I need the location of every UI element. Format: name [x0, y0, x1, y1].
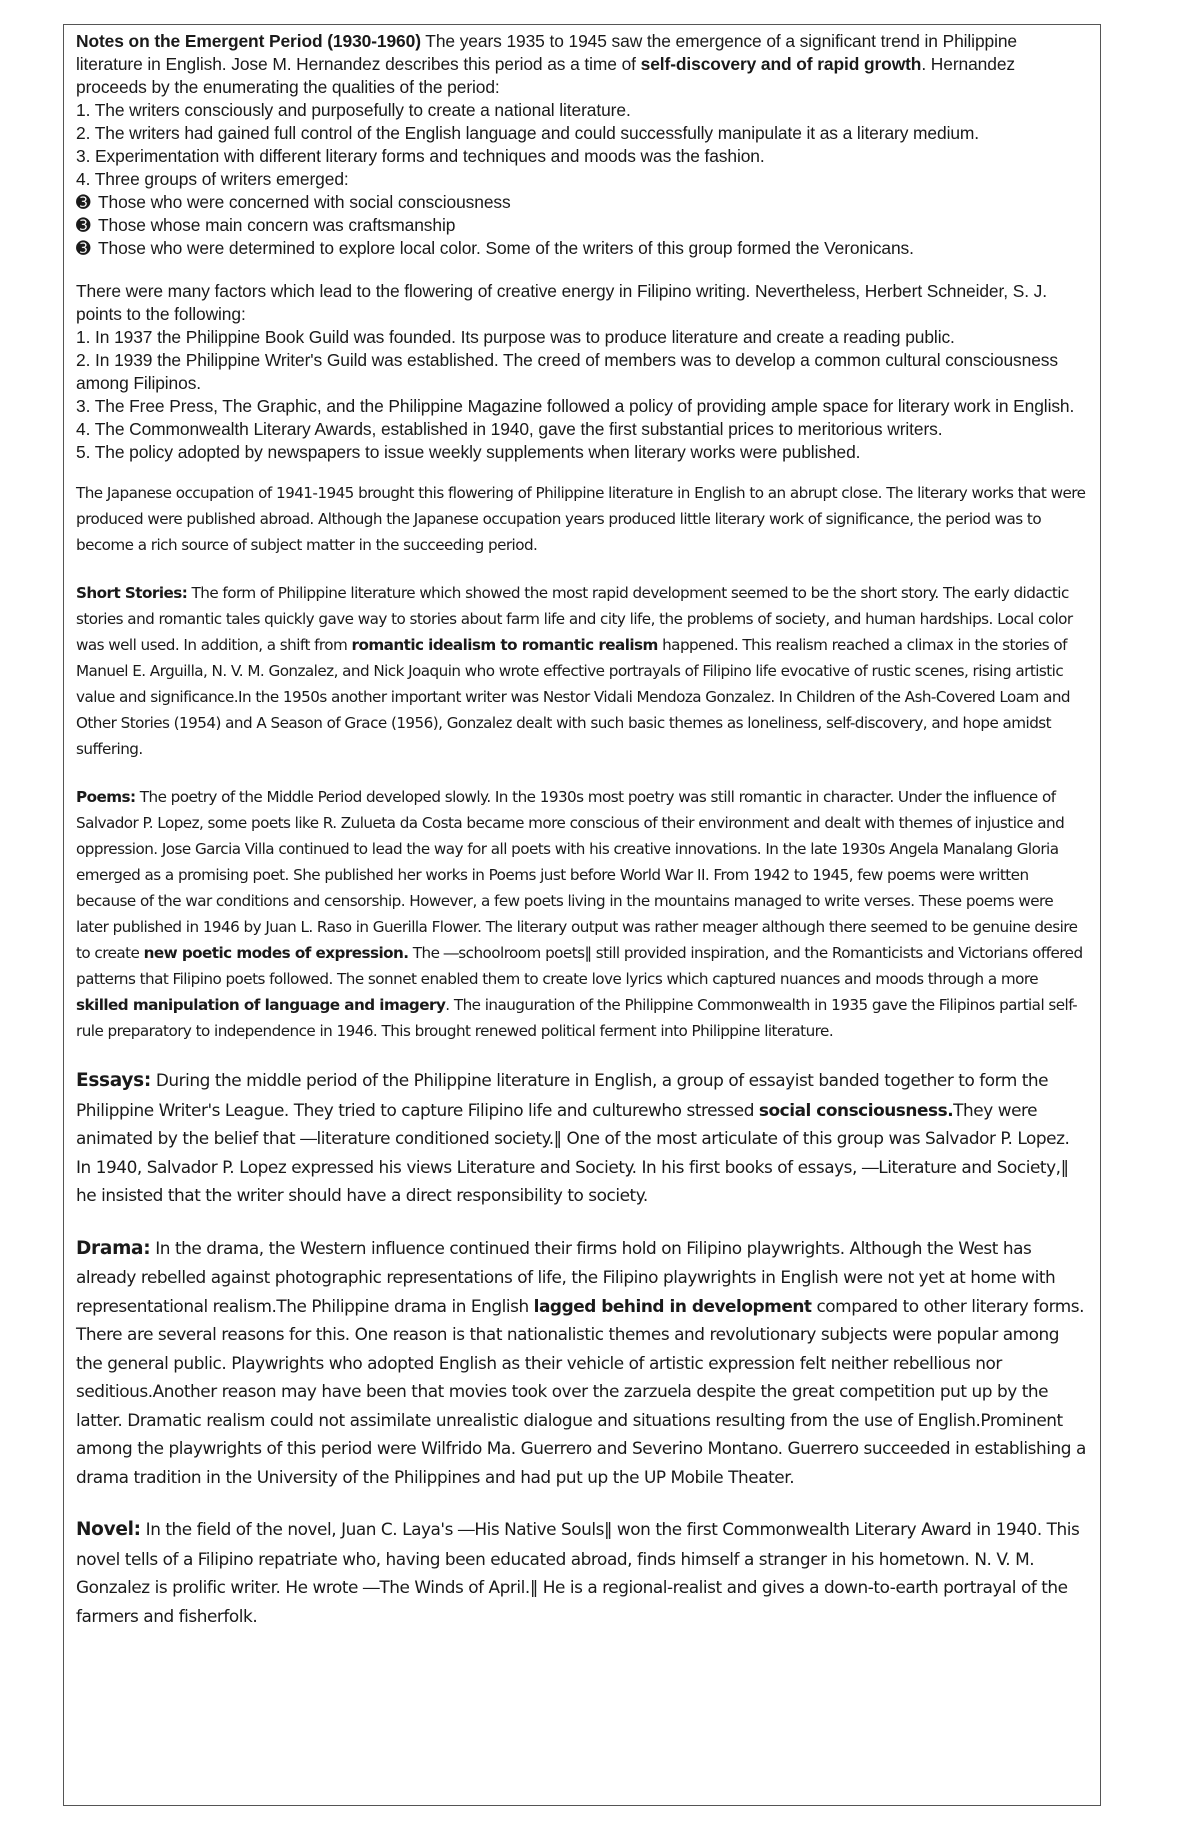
essays-heading: Essays:	[76, 1070, 151, 1091]
drama-heading: Drama:	[76, 1237, 151, 1259]
list-item: 2. In 1939 the Philippine Writer's Guild was established. The creed of members was to develop a common cultural consciousness among Filipinos.	[76, 350, 1058, 393]
bullet-item: ➌ Those who were concerned with social consciousness	[76, 192, 511, 212]
factors-lead: There were many factors which lead to the flowering of creative energy in Filipino writing. Nevertheless, Herbert Schneider, S. J. points to the following:	[76, 281, 1047, 324]
list-item: 3. Experimentation with different literary forms and techniques and moods was the fashion.	[76, 146, 765, 166]
bullet-item: ➌ Those whose main concern was craftsmanship	[76, 215, 456, 235]
list-item: 2. The writers had gained full control of the English language and could successfully manipulate it as a literary medium.	[76, 123, 980, 143]
section-title: Notes on the Emergent Period (1930-1960)	[76, 31, 421, 51]
poems-heading: Poems:	[76, 788, 136, 806]
japanese-occupation-paragraph: The Japanese occupation of 1941-1945 brought this flowering of Philippine literature in English to an abrupt close. The literary works that were produced were published abroad. Although the Japanese occupation years produced little literary work of significance, the period was to become a rich source of subject matter in the succeeding period.	[76, 484, 1086, 554]
list-item: 3. The Free Press, The Graphic, and the Philippine Magazine followed a policy of providing ample space for literary work in English.	[76, 396, 1075, 416]
document-body	[76, 30, 1088, 1630]
short-stories-paragraph: Short Stories: The form of Philippine literature which showed the most rapid development seemed to be the short story. The early didactic stories and romantic tales quickly gave way to stories about farm life and city life, the problems of society, and human hardships. Local color was well used. In addition, a shift from romantic idealism to romantic realism happened. This realism reached a climax in the stories of Manuel E. Arguilla, N. V. M. Gonzalez, and Nick Joaquin who wrote effective portrayals of Filipino life evocative of rustic scenes, rising artistic value and significance.In the 1950s another important writer was Nestor Vidali Mendoza Gonzalez. In Children of the Ash-Covered Loam and Other Stories (1954) and A Season of Grace (1956), Gonzalez dealt with such basic themes as loneliness, self-discovery, and hope amidst suffering.	[76, 584, 1073, 758]
poems-paragraph: Poems: The poetry of the Middle Period developed slowly. In the 1930s most poetry was still romantic in character. Under the influence of Salvador P. Lopez, some poets like R. Zulueta da Costa became more conscious of their environment and dealt with themes of injustice and oppression. Jose Garcia Villa continued to lead the way for all poets with his creative innovations. In the late 1930s Angela Manalang Gloria emerged as a promising poet. She published her works in Poems just before World War II. From 1942 to 1945, few poems were written because of the war conditions and censorship. However, a few poets living in the mountains managed to write verses. These poems were later published in 1946 by Juan L. Raso in Guerilla Flower. The literary output was rather meager although there seemed to be genuine desire to create new poetic modes of expression. The ―schoolroom poets‖ still provided inspiration, and the Romanticists and Victorians offered patterns that Filipino poets followed. The sonnet enabled them to create love lyrics which captured nuances and moods through a more skilled manipulation of language and imagery. The inauguration of the Philippine Commonwealth in 1935 gave the Filipinos partial self-rule preparatory to independence in 1946. This brought renewed political ferment into Philippine literature.	[76, 788, 1083, 1040]
bullet-icon: ➌	[76, 215, 91, 235]
list-item: 4. Three groups of writers emerged:	[76, 169, 349, 189]
bullet-icon: ➌	[76, 238, 91, 258]
list-item: 4. The Commonwealth Literary Awards, established in 1940, gave the first substantial prices to meritorious writers.	[76, 419, 943, 439]
emergent-notes-section	[76, 30, 1088, 464]
list-item: 1. The writers consciously and purposefully to create a national literature.	[76, 100, 631, 120]
intro-paragraph: Notes on the Emergent Period (1930-1960) The years 1935 to 1945 saw the emergence of a significant trend in Philippine literature in English. Jose M. Hernandez describes this period as a time of self-discovery and of rapid growth. Hernandez proceeds by the enumerating the qualities of the period:	[76, 31, 1017, 97]
bullet-item: ➌ Those who were determined to explore local color. Some of the writers of this group formed the Veronicans.	[76, 238, 914, 258]
essays-paragraph: Essays: During the middle period of the Philippine literature in English, a group of essayist banded together to form the Philippine Writer's League. They tried to capture Filipino life and culturewho stressed social consciousness.They were animated by the belief that ―literature conditioned society.‖ One of the most articulate of this group was Salvador P. Lopez. In 1940, Salvador P. Lopez expressed his views Literature and Society. In his first books of essays, ―Literature and Society,‖ he insisted that the writer should have a direct responsibility to society.	[76, 1070, 1070, 1205]
list-item: 1. In 1937 the Philippine Book Guild was founded. Its purpose was to produce literature and create a reading public.	[76, 327, 955, 347]
novel-heading: Novel:	[76, 1519, 141, 1540]
short-stories-heading: Short Stories:	[76, 584, 188, 602]
novel-paragraph: Novel: In the field of the novel, Juan C. Laya's ―His Native Souls‖ won the first Commonwealth Literary Award in 1940. This novel tells of a Filipino repatriate who, having been educated abroad, finds himself a stranger in his hometown. N. V. M. Gonzalez is prolific writer. He wrote ―The Winds of April.‖ He is a regional-realist and gives a down-to-earth portrayal of the farmers and fisherfolk.	[76, 1519, 1080, 1626]
bullet-icon: ➌	[76, 192, 91, 212]
drama-paragraph: Drama: In the drama, the Western influence continued their firms hold on Filipino playwrights. Although the West has already rebelled against photographic representations of life, the Filipino playwrights in English were not yet at home with representational realism.The Philippine drama in English lagged behind in development compared to other literary forms. There are several reasons for this. One reason is that nationalistic themes and revolutionary subjects were popular among the general public. Playwrights who adopted English as their vehicle of artistic expression felt neither rebellious nor seditious.Another reason may have been that movies took over the zarzuela despite the great competition put up by the latter. Dramatic realism could not assimilate unrealistic dialogue and situations resulting from the use of English.Prominent among the playwrights of this period were Wilfrido Ma. Guerrero and Severino Montano. Guerrero succeeded in establishing a drama tradition in the University of the Philippines and had put up the UP Mobile Theater.	[76, 1237, 1086, 1487]
list-item: 5. The policy adopted by newspapers to issue weekly supplements when literary works were published.	[76, 442, 861, 462]
